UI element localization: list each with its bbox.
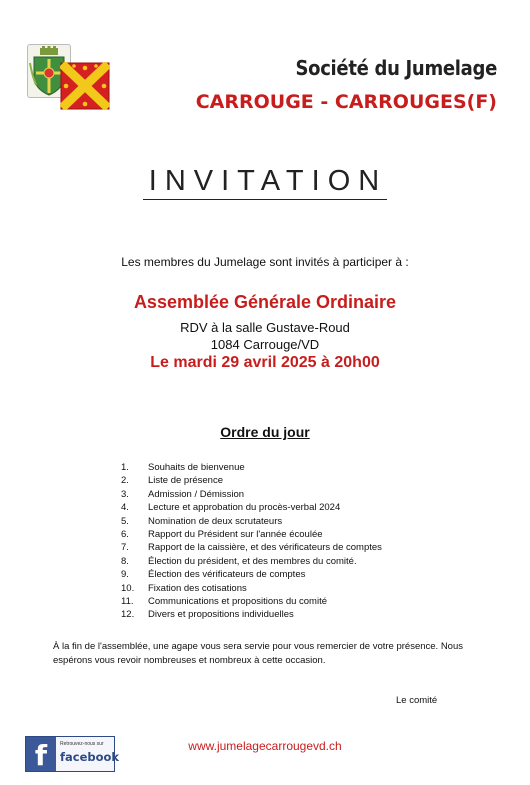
facebook-label: facebook	[60, 750, 120, 764]
item-text: Communications et propositions du comité	[148, 595, 328, 607]
agenda-title: Ordre du jour	[220, 424, 310, 440]
item-number: 11.	[121, 595, 134, 607]
item-text: Élection du président, et des membres du comité.	[148, 555, 357, 567]
item-number: 3.	[121, 488, 129, 500]
intro-text: Les membres du Jumelage sont invités à participer à :	[121, 255, 409, 269]
list-item	[121, 488, 461, 501]
item-text: Admission / Démission	[148, 488, 245, 500]
item-number: 1.	[121, 462, 129, 473]
coat-of-arms-logos	[27, 44, 112, 106]
item-text: Divers et propositions individuelles	[148, 609, 294, 621]
agenda-heading	[0, 424, 530, 442]
closing-paragraph: À la fin de l'assemblée, une agape vous sera servie pour vous remercier de votre présence. Nous espérons vous revoir nombreuses et nombreux à cette occasion.	[53, 641, 464, 666]
list-item	[121, 461, 461, 474]
invitation-heading: INVITATION	[143, 165, 387, 200]
organization-name: Société du Jumelage	[295, 56, 497, 80]
item-number: 9.	[121, 569, 129, 581]
list-item	[121, 515, 461, 528]
signature: Le comité	[396, 695, 438, 706]
item-text: Nomination de deux scrutateurs	[148, 515, 283, 527]
list-item	[121, 608, 461, 621]
facebook-icon: f	[26, 737, 56, 771]
item-text: Rapport de la caissière, et des vérificateurs de comptes	[148, 542, 382, 554]
page-title	[0, 165, 530, 198]
list-item	[121, 582, 461, 595]
item-text: Souhaits de bienvenue	[148, 462, 245, 473]
list-item	[121, 528, 461, 541]
event-name: Assemblée Générale Ordinaire	[133, 292, 397, 312]
item-number: 4.	[121, 502, 129, 514]
item-number: 6.	[121, 528, 129, 540]
item-number: 5.	[121, 515, 129, 527]
event-location-line2: 1084 Carrouge/VD	[210, 337, 320, 352]
website-link[interactable]: www.jumelagecarrougevd.ch	[188, 739, 342, 753]
item-number: 10.	[121, 582, 135, 594]
item-number: 12.	[121, 609, 135, 621]
item-number: 8.	[121, 555, 129, 567]
list-item	[121, 541, 461, 554]
list-item	[121, 474, 461, 487]
list-item	[121, 595, 461, 608]
organization-subtitle: CARROUGE - CARROUGES(F)	[195, 91, 497, 113]
item-text: Rapport du Président sur l'année écoulée	[148, 528, 323, 540]
facebook-small-text: Retrouvez-nous sur	[60, 741, 104, 747]
list-item	[121, 501, 461, 514]
item-text: Liste de présence	[148, 475, 223, 487]
item-number: 2.	[121, 475, 129, 487]
list-item	[121, 555, 461, 568]
agenda-list	[121, 461, 461, 622]
item-number: 7.	[121, 542, 129, 554]
item-text: Élection des vérificateurs de comptes	[148, 569, 306, 581]
item-text: Lecture et approbation du procès-verbal 2024	[148, 502, 341, 514]
event-location-line1: RDV à la salle Gustave-Roud	[180, 320, 350, 335]
item-text: Fixation des cotisations	[148, 582, 247, 594]
list-item	[121, 568, 461, 581]
event-date: Le mardi 29 avril 2025 à 20h00	[150, 354, 380, 371]
carrouges-crest-icon	[60, 62, 110, 110]
